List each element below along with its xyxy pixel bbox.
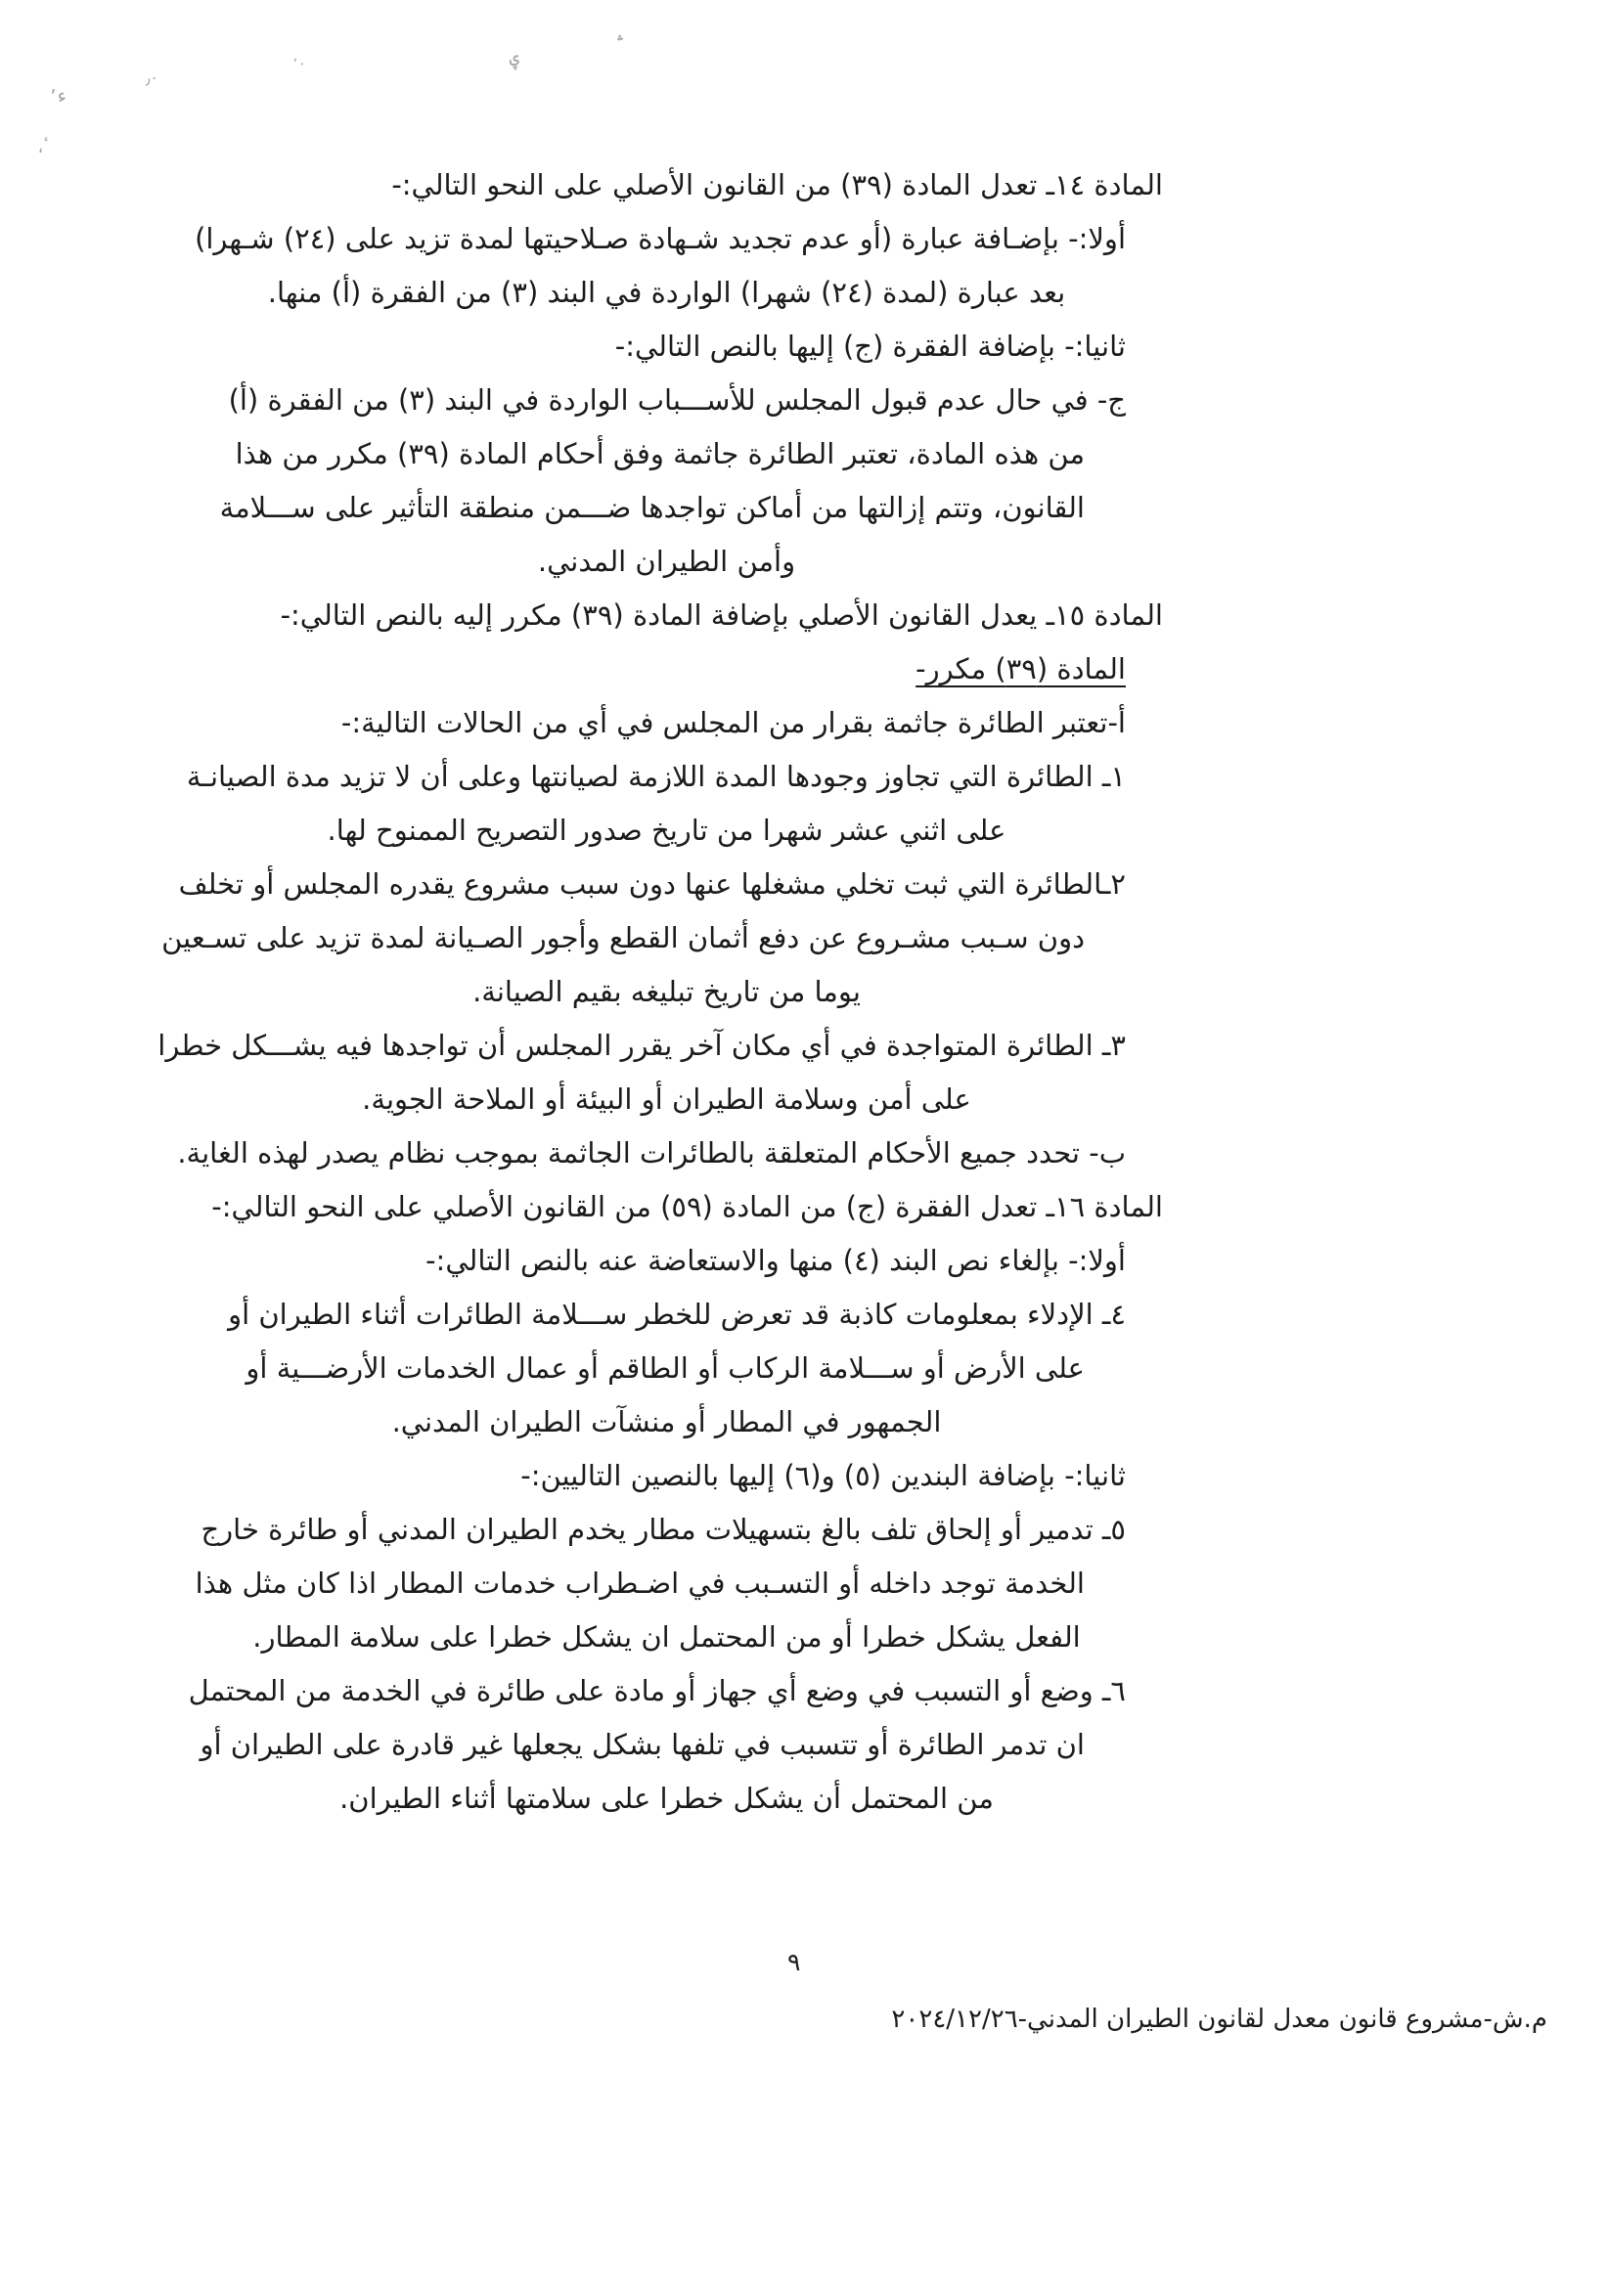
pen-mark: ٬٠: [291, 54, 308, 73]
text-line: القانون، وتتم إزالتها من أماكن تواجدها ضـــمن منطقة التأثير على ســـلامة: [219, 491, 1085, 524]
text-line: ان تدمر الطائرة أو تتسبب في تلفها بشكل يجعلها غير قادرة على الطيران أو: [200, 1728, 1085, 1761]
text-line: المادة (٣٩) مكرر-: [916, 652, 1126, 685]
text-line: الخدمة توجد داخله أو التسـبب في اضـطراب خدمات المطار اذا كان مثل هذا: [195, 1567, 1085, 1600]
document-body: [157, 158, 1163, 1826]
text-line: الجمهور في المطار أو منشآت الطيران المدني.: [391, 1405, 942, 1438]
text-line: من هذه المادة، تعتبر الطائرة جاثمة وفق أحكام المادة (٣٩) مكرر من هذا: [235, 437, 1085, 470]
text-line: على الأرض أو ســـلامة الركاب أو الطاقم أو عمال الخدمات الأرضـــية أو: [246, 1351, 1085, 1385]
text-line: على أمن وسلامة الطيران أو البيئة أو الملاحة الجوية.: [362, 1082, 971, 1116]
text-line: ٢ـالطائرة التي ثبت تخلي مشغلها عنها دون سبب مشروع يقدره المجلس أو تخلف: [178, 867, 1126, 901]
pen-mark: ۑ: [507, 46, 520, 68]
text-line: ٥ـ تدمير أو إلحاق تلف بالغ بتسهيلات مطار يخدم الطيران المدني أو طائرة خارج: [201, 1513, 1126, 1546]
pen-mark: ٔ،: [35, 136, 45, 158]
text-line: المادة ١٤ـ تعدل المادة (٣٩) من القانون الأصلي على النحو التالي:-: [391, 168, 1163, 201]
text-line: على اثني عشر شهرا من تاريخ صدور التصريح الممنوح لها.: [327, 814, 1006, 847]
footer-note: م.ش-مشروع قانون معدل لقانون الطيران المدني-٢٠٢٤/١٢/٢٦: [891, 2005, 1547, 2034]
text-line: ج- في حال عدم قبول المجلس للأســـباب الواردة في البند (٣) من الفقرة (أ): [228, 383, 1126, 417]
pen-mark: ؞: [614, 32, 627, 52]
text-line: يوما من تاريخ تبليغه بقيم الصيانة.: [472, 975, 861, 1008]
text-line: أولا:- بإلغاء نص البند (٤) منها والاستعاضة عنه بالنص التالي:-: [425, 1244, 1126, 1277]
text-line: ١ـ الطائرة التي تجاوز وجودها المدة اللازمة لصيانتها وعلى أن لا تزيد مدة الصيانـة: [186, 760, 1126, 793]
text-line: أ-تعتبر الطائرة جاثمة بقرار من المجلس في أي من الحالات التالية:-: [340, 706, 1126, 739]
text-line: أولا:- بإضـافة عبارة (أو عدم تجديد شـهادة صـلاحيتها لمدة تزيد على (٢٤) شـهرا): [195, 222, 1126, 255]
text-line: وأمن الطيران المدني.: [537, 545, 796, 578]
text-line: ٤ـ الإدلاء بمعلومات كاذبة قد تعرض للخطر ســـلامة الطائرات أثناء الطيران أو: [228, 1298, 1126, 1331]
pen-mark: ء٬: [49, 83, 68, 109]
text-line: ب- تحدد جميع الأحكام المتعلقة بالطائرات الجاثمة بموجب نظام يصدر لهذه الغاية.: [177, 1136, 1126, 1170]
text-line: دون سـبب مشـروع عن دفع أثمان القطع وأجور الصـيانة لمدة تزيد على تسـعين: [161, 921, 1085, 954]
text-line: ٦ـ وضع أو التسبب في وضع أي جهاز أو مادة على طائرة في الخدمة من المحتمل: [188, 1674, 1126, 1707]
text-line: الفعل يشكل خطرا أو من المحتمل ان يشكل خطرا على سلامة المطار.: [252, 1620, 1081, 1654]
text-line: ثانيا:- بإضافة الفقرة (ج) إليها بالنص التالي:-: [614, 330, 1126, 363]
text-line: ٣ـ الطائرة المتواجدة في أي مكان آخر يقرر المجلس أن تواجدها فيه يشـــكل خطرا: [157, 1029, 1126, 1062]
text-line: ثانيا:- بإضافة البندين (٥) و(٦) إليها بالنصين التاليين:-: [520, 1459, 1126, 1492]
pen-mark: ٫٠: [143, 67, 160, 88]
page-number: ٩: [787, 1948, 801, 1976]
text-line: بعد عبارة (لمدة (٢٤) شهرا) الواردة في البند (٣) من الفقرة (أ) منها.: [267, 276, 1066, 309]
text-line: المادة ١٥ـ يعدل القانون الأصلي بإضافة المادة (٣٩) مكرر إليه بالنص التالي:-: [280, 598, 1163, 632]
text-line: من المحتمل أن يشكل خطرا على سلامتها أثناء الطيران.: [339, 1782, 994, 1815]
text-line: المادة ١٦ـ تعدل الفقرة (ج) من المادة (٥٩) من القانون الأصلي على النحو التالي:-: [211, 1190, 1163, 1223]
